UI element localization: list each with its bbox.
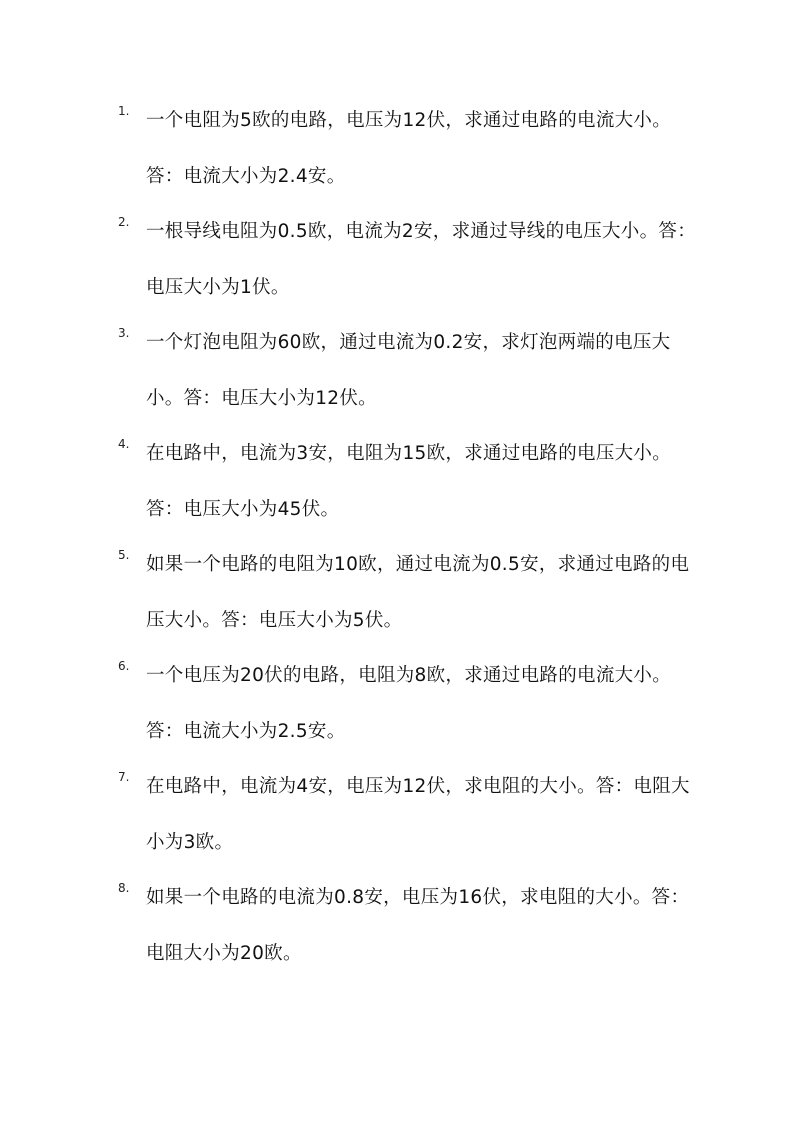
- item-text: 在电路中，电流为3安，电阻为15欧，求通过电路的电压大小。答：电压大小为45伏。: [146, 443, 672, 520]
- list-item: [118, 93, 708, 204]
- item-number: 7.: [118, 770, 130, 784]
- item-number: 8.: [118, 881, 130, 895]
- item-text: 一个灯泡电阻为60欧，通过电流为0.2安，求灯泡两端的电压大小。答：电压大小为12伏。: [146, 332, 671, 409]
- list-item: [118, 537, 708, 648]
- item-text: 一个电阻为5欧的电路，电压为12伏，求通过电路的电流大小。答：电流大小为2.4安。: [146, 110, 672, 187]
- item-number: 3.: [118, 326, 130, 340]
- item-text: 如果一个电路的电阻为10欧，通过电流为0.5安，求通过电路的电压大小。答：电压大小为5伏。: [146, 554, 690, 631]
- list-item: [118, 426, 708, 537]
- list-item: [118, 648, 708, 759]
- item-number: 2.: [118, 215, 130, 229]
- list-item: [118, 759, 708, 870]
- item-text: 如果一个电路的电流为0.8安，电压为16伏，求电阻的大小。答：电阻大小为20欧。: [146, 887, 690, 964]
- item-number: 5.: [118, 548, 130, 562]
- qa-list: [118, 93, 708, 981]
- item-number: 6.: [118, 659, 130, 673]
- item-text: 在电路中，电流为4安，电压为12伏，求电阻的大小。答：电阻大小为3欧。: [146, 776, 690, 853]
- list-item: [118, 315, 708, 426]
- item-text: 一根导线电阻为0.5欧，电流为2安，求通过导线的电压大小。答：电压大小为1伏。: [146, 221, 696, 298]
- item-number: 4.: [118, 437, 130, 451]
- list-item: [118, 204, 708, 315]
- list-item: [118, 870, 708, 981]
- item-text: 一个电压为20伏的电路，电阻为8欧，求通过电路的电流大小。答：电流大小为2.5安。: [146, 665, 672, 742]
- item-number: 1.: [118, 104, 130, 118]
